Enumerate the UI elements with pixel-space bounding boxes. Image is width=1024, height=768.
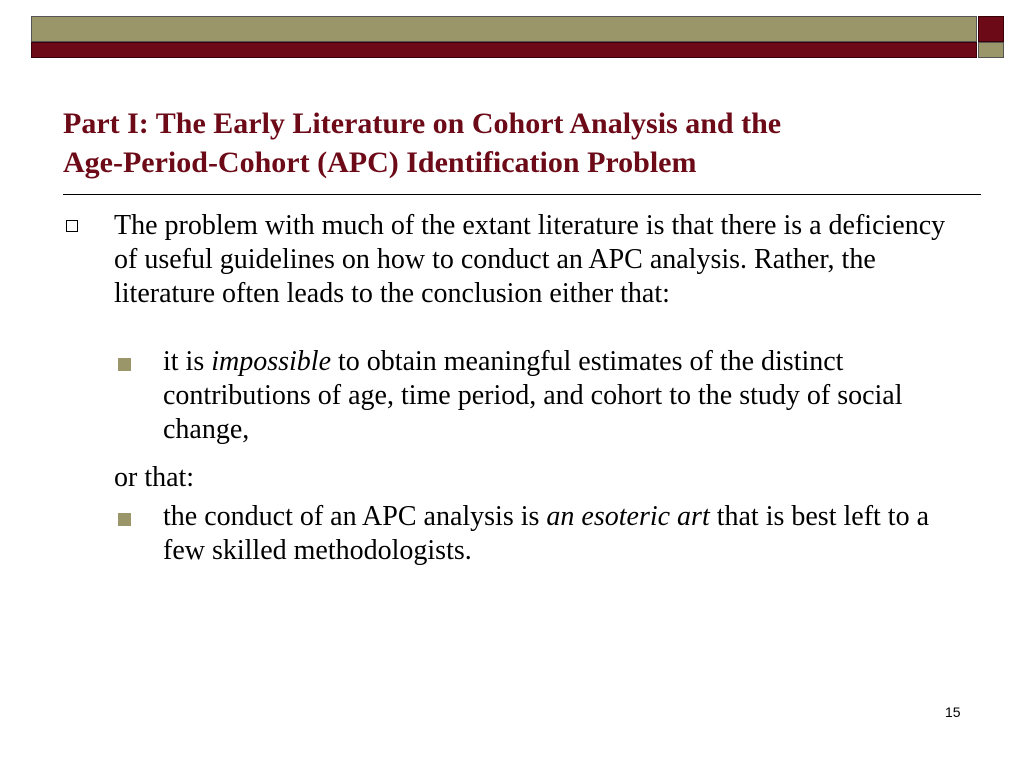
- banner-maroon-bar: [31, 42, 977, 58]
- sub-bullet-2-post: that is best left to a few skilled methodologists.: [163, 501, 930, 566]
- filled-square-icon: [118, 513, 131, 526]
- page-number: 15: [945, 704, 961, 720]
- slide-title: [63, 104, 963, 182]
- sub-bullet-1-emphasis: impossible: [211, 346, 332, 377]
- continuation-text: or that:: [114, 462, 195, 493]
- filled-square-icon: [118, 358, 131, 371]
- sub-bullet-2-pre: the conduct of an APC analysis is: [163, 501, 547, 532]
- sub-bullet-1-pre: it is: [163, 346, 212, 377]
- bullet-1-text: The problem with much of the extant literature is that there is a deficiency of useful guidelines on how to conduct an APC analysis. Rather, the literature often leads to the conclusion either that:: [114, 210, 946, 309]
- hollow-square-icon: [66, 220, 78, 232]
- sub-bullet-2-emphasis: an esoteric art: [546, 501, 710, 532]
- sub-bullet-2: [163, 500, 953, 568]
- banner-olive-bar: [31, 16, 977, 42]
- banner-corner-square-bottom: [978, 42, 1004, 58]
- title-divider: [63, 194, 981, 195]
- title-line-1: Part I: The Early Literature on Cohort Analysis and the: [63, 107, 782, 140]
- title-line-2: Age-Period-Cohort (APC) Identification Problem: [63, 146, 697, 179]
- sub-bullet-1: [163, 345, 953, 447]
- header-banner: [31, 16, 977, 58]
- banner-corner-square-top: [978, 16, 1004, 42]
- sub-bullet-1-post: to obtain meaningful estimates of the distinct contributions of age, time period, and cohort to the study of social change,: [163, 346, 903, 445]
